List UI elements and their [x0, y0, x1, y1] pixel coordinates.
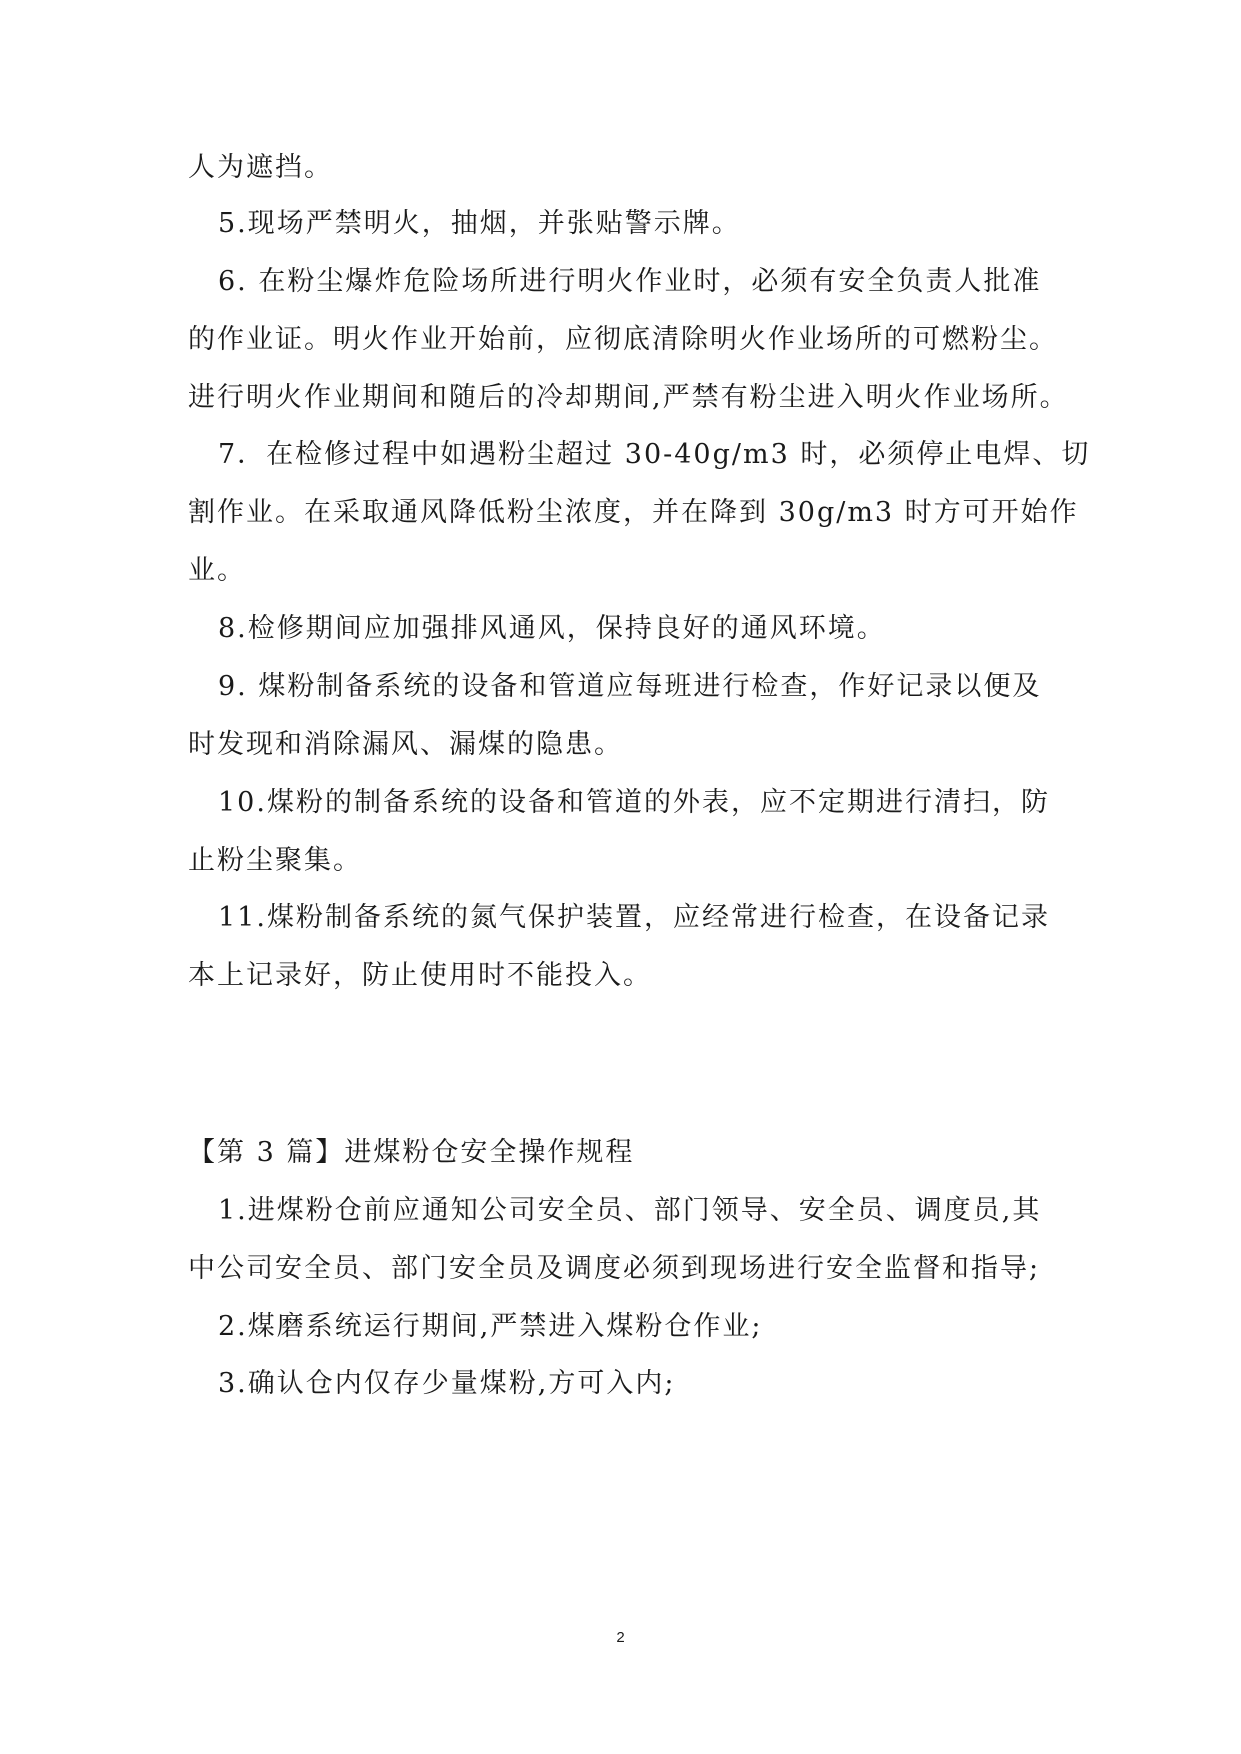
list-item-9: 9. 煤粉制备系统的设备和管道应每班进行检查，作好记录以便及 — [218, 671, 1042, 702]
list-item-7: 7．在检修过程中如遇粉尘超过 30-40g/m3 时，必须停止电焊、切 — [218, 439, 1091, 470]
list-item-11: 11.煤粉制备系统的氮气保护装置，应经常进行检查，在设备记录 — [218, 902, 1050, 933]
paragraph-line: 时发现和消除漏风、漏煤的隐患。 — [188, 729, 623, 760]
paragraph-line: 中公司安全员、部门安全员及调度必须到现场进行安全监督和指导; — [188, 1253, 1041, 1284]
section-list-item-3: 3.确认仓内仅存少量煤粉,方可入内; — [218, 1368, 676, 1399]
list-item-8: 8.检修期间应加强排风通风，保持良好的通风环境。 — [218, 613, 886, 644]
section-title: 【第 3 篇】进煤粉仓安全操作规程 — [188, 1137, 635, 1168]
paragraph-line: 的作业证。明火作业开始前，应彻底清除明火作业场所的可燃粉尘。 — [188, 324, 1058, 355]
section-list-item-2: 2.煤磨系统运行期间,严禁进入煤粉仓作业; — [218, 1311, 763, 1342]
section-list-item-1: 1.进煤粉仓前应通知公司安全员、部门领导、安全员、调度员,其 — [218, 1195, 1042, 1226]
paragraph-line: 止粉尘聚集。 — [188, 845, 362, 876]
paragraph-line: 人为遮挡。 — [188, 152, 333, 183]
paragraph-line: 割作业。在采取通风降低粉尘浓度，并在降到 30g/m3 时方可开始作 — [188, 497, 1079, 528]
list-item-10: 10.煤粉的制备系统的设备和管道的外表，应不定期进行清扫，防 — [218, 787, 1050, 818]
paragraph-line: 本上记录好，防止使用时不能投入。 — [188, 960, 652, 991]
paragraph-line: 业。 — [188, 555, 246, 586]
paragraph-line: 进行明火作业期间和随后的冷却期间,严禁有粉尘进入明火作业场所。 — [188, 382, 1069, 413]
list-item-6: 6. 在粉尘爆炸危险场所进行明火作业时，必须有安全负责人批准 — [218, 266, 1042, 297]
list-item-5: 5.现场严禁明火，抽烟，并张贴警示牌。 — [218, 208, 741, 239]
page-number: 2 — [616, 1629, 625, 1646]
